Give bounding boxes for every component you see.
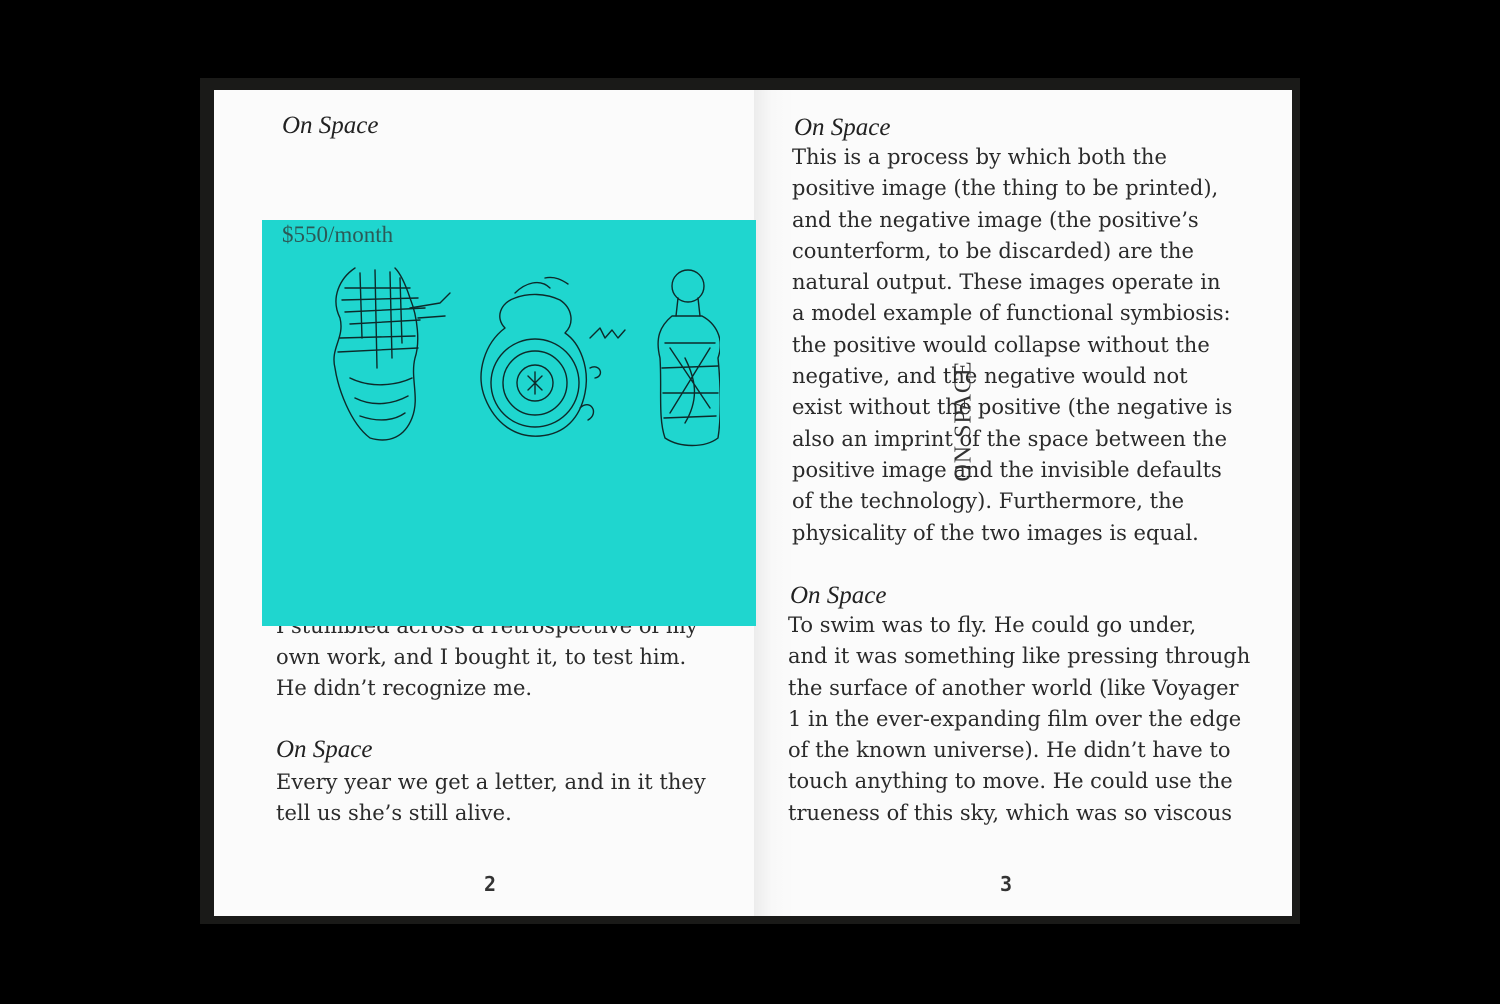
text-line: and the negative image (the positive’s <box>792 207 1199 232</box>
right-page <box>754 90 1292 916</box>
text-line: physicality of the two images is equal. <box>792 520 1199 545</box>
text-line: Every year we get a letter, and in it they <box>276 770 706 794</box>
text-line: counterform, to be discarded) are the <box>792 238 1194 263</box>
price-label: $550/month <box>282 222 394 247</box>
text-line: positive image (the thing to be printed), <box>792 176 1219 201</box>
right-paragraph-1 <box>792 142 1232 549</box>
section-heading: On Space <box>276 736 373 763</box>
text-line: natural output. These images operate in <box>792 270 1221 295</box>
text-line: To swim was to fly. He could go under, <box>788 613 1197 637</box>
text-line: This is a process by which both the <box>792 145 1167 169</box>
text-line: 1 in the ever-expanding film over the edge <box>788 706 1242 731</box>
bottle-sketch <box>658 270 720 446</box>
text-line: touch anything to move. He could use the <box>788 769 1233 794</box>
text-line: He didn’t recognize me. <box>276 676 533 701</box>
text-line: negative, and the negative would not <box>792 364 1188 389</box>
text-line: of the known universe). He didn’t have to <box>788 738 1231 763</box>
text-line: tell us she’s still alive. <box>276 801 512 826</box>
right-paragraph-2 <box>788 610 1250 829</box>
text-line: positive image and the invisible defaults <box>792 457 1222 482</box>
pen-sketch-drawings <box>300 248 720 478</box>
text-line: also an imprint of the space between the <box>792 426 1228 451</box>
spine-title <box>948 346 980 496</box>
text-line: the positive would collapse without the <box>792 332 1210 357</box>
book-spread <box>200 78 1300 924</box>
left-paragraph-2 <box>276 767 706 830</box>
section-heading: On Space <box>282 112 379 139</box>
spine-title-text: ON SPACE <box>950 360 977 482</box>
vase-sketch <box>334 268 450 440</box>
text-line: exist without the positive (the negative is <box>792 395 1233 420</box>
text-line: own work, and I bought it, to test him. <box>276 644 687 669</box>
text-line: of the technology). Furthermore, the <box>792 489 1185 514</box>
section-heading: On Space <box>794 114 891 141</box>
text-line: the surface of another world (like Voyager <box>788 675 1239 700</box>
page-number: 2 <box>484 872 497 896</box>
section-heading: On Space <box>790 582 887 609</box>
text-line: trueness of this sky, which was so viscous <box>788 800 1233 825</box>
text-line: a model example of functional symbiosis: <box>792 301 1231 326</box>
text-line: and it was something like pressing through <box>788 644 1251 669</box>
page-number: 3 <box>1000 872 1013 896</box>
vessel-sketch <box>481 277 625 436</box>
